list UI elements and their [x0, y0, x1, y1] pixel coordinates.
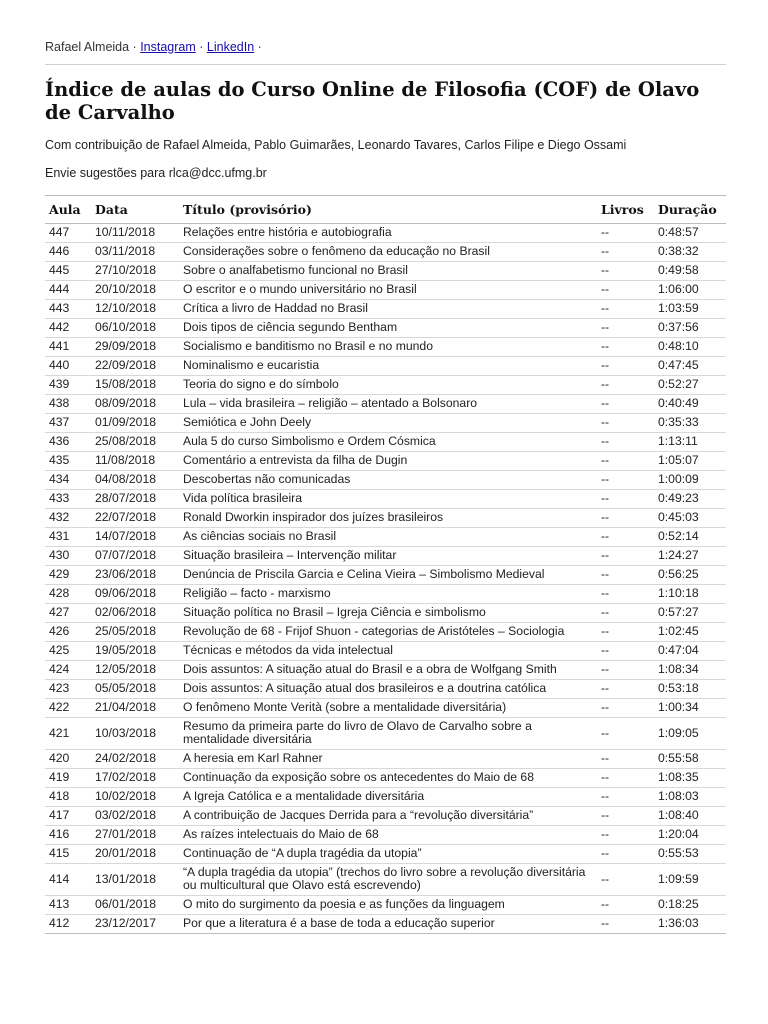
table-row [45, 845, 726, 864]
table-body [45, 224, 726, 934]
lesson-date: 09/06/2018 [91, 585, 179, 604]
lesson-books: -- [597, 414, 654, 433]
lesson-title: Revolução de 68 - Frijof Shuon - categorias de Aristóteles – Sociologia [179, 623, 597, 642]
lesson-number: 444 [45, 281, 91, 300]
lesson-date: 21/04/2018 [91, 699, 179, 718]
table-row [45, 769, 726, 788]
lesson-title: Aula 5 do curso Simbolismo e Ordem Cósmica [179, 433, 597, 452]
lesson-books: -- [597, 395, 654, 414]
table-row [45, 680, 726, 699]
table-row [45, 376, 726, 395]
table-row [45, 642, 726, 661]
lesson-date: 03/02/2018 [91, 807, 179, 826]
lesson-number: 416 [45, 826, 91, 845]
lesson-duration: 0:38:32 [654, 243, 726, 262]
lesson-date: 29/09/2018 [91, 338, 179, 357]
lesson-number: 423 [45, 680, 91, 699]
lesson-duration: 0:18:25 [654, 896, 726, 915]
lesson-books: -- [597, 845, 654, 864]
lesson-date: 15/08/2018 [91, 376, 179, 395]
lesson-date: 25/05/2018 [91, 623, 179, 642]
lesson-number: 434 [45, 471, 91, 490]
lesson-number: 435 [45, 452, 91, 471]
lesson-date: 12/10/2018 [91, 300, 179, 319]
lesson-books: -- [597, 471, 654, 490]
lesson-date: 05/05/2018 [91, 680, 179, 699]
table-row [45, 718, 726, 750]
lesson-title: Socialismo e banditismo no Brasil e no mundo [179, 338, 597, 357]
lesson-title: Religião – facto - marxismo [179, 585, 597, 604]
table-row [45, 864, 726, 896]
lesson-books: -- [597, 642, 654, 661]
lesson-title: Semiótica e John Deely [179, 414, 597, 433]
trailing-separator: · [254, 40, 262, 54]
lesson-date: 06/10/2018 [91, 319, 179, 338]
lesson-books: -- [597, 566, 654, 585]
table-row [45, 566, 726, 585]
lesson-date: 14/07/2018 [91, 528, 179, 547]
lesson-date: 22/07/2018 [91, 509, 179, 528]
lesson-title: As raízes intelectuais do Maio de 68 [179, 826, 597, 845]
lesson-title: Denúncia de Priscila Garcia e Celina Vieira – Simbolismo Medieval [179, 566, 597, 585]
table-row [45, 224, 726, 243]
lesson-title: O mito do surgimento da poesia e as funções da linguagem [179, 896, 597, 915]
column-header-duracao: Duração [658, 202, 717, 217]
lesson-books: -- [597, 490, 654, 509]
lesson-duration: 1:06:00 [654, 281, 726, 300]
linkedin-link[interactable]: LinkedIn [206, 40, 255, 54]
instagram-link[interactable]: Instagram [140, 40, 196, 54]
lesson-books: -- [597, 528, 654, 547]
contributors-text: Com contribuição de Rafael Almeida, Pablo Guimarães, Leonardo Tavares, Carlos Filipe e Diego Ossami [45, 138, 627, 152]
lesson-books: -- [597, 864, 654, 896]
lesson-date: 02/06/2018 [91, 604, 179, 623]
lesson-date: 28/07/2018 [91, 490, 179, 509]
lesson-number: 438 [45, 395, 91, 414]
lesson-books: -- [597, 452, 654, 471]
page-title: Índice de aulas do Curso Online de Filosofia (COF) de Olavo de Carvalho [45, 78, 700, 124]
table-row [45, 699, 726, 718]
lesson-number: 431 [45, 528, 91, 547]
lesson-books: -- [597, 750, 654, 769]
lesson-number: 437 [45, 414, 91, 433]
lesson-duration: 1:09:05 [654, 718, 726, 750]
lesson-duration: 0:45:03 [654, 509, 726, 528]
lesson-title: Situação brasileira – Intervenção militar [179, 547, 597, 566]
lesson-number: 413 [45, 896, 91, 915]
lesson-number: 421 [45, 718, 91, 750]
lesson-duration: 0:48:57 [654, 224, 726, 243]
lesson-date: 19/05/2018 [91, 642, 179, 661]
lesson-number: 420 [45, 750, 91, 769]
lesson-number: 412 [45, 915, 91, 934]
lesson-number: 436 [45, 433, 91, 452]
lesson-number: 414 [45, 864, 91, 896]
table-row [45, 661, 726, 680]
lesson-duration: 1:08:03 [654, 788, 726, 807]
lesson-books: -- [597, 788, 654, 807]
lesson-title: A heresia em Karl Rahner [179, 750, 597, 769]
lesson-date: 27/10/2018 [91, 262, 179, 281]
table-row [45, 414, 726, 433]
lesson-title: O escritor e o mundo universitário no Brasil [179, 281, 597, 300]
lesson-number: 429 [45, 566, 91, 585]
lesson-duration: 1:20:04 [654, 826, 726, 845]
table-row [45, 281, 726, 300]
table-row [45, 433, 726, 452]
lesson-number: 447 [45, 224, 91, 243]
table-row [45, 807, 726, 826]
lesson-duration: 1:10:18 [654, 585, 726, 604]
table-row [45, 896, 726, 915]
column-header-aula: Aula [49, 202, 81, 217]
lesson-title: Dois tipos de ciência segundo Bentham [179, 319, 597, 338]
lesson-duration: 0:55:58 [654, 750, 726, 769]
lesson-books: -- [597, 433, 654, 452]
column-header-titulo: Título (provisório) [183, 202, 312, 217]
lesson-title: Continuação de “A dupla tragédia da utopia” [179, 845, 597, 864]
lesson-duration: 1:02:45 [654, 623, 726, 642]
lesson-title: Técnicas e métodos da vida intelectual [179, 642, 597, 661]
lesson-books: -- [597, 509, 654, 528]
lesson-books: -- [597, 547, 654, 566]
lesson-duration: 1:00:34 [654, 699, 726, 718]
lesson-date: 04/08/2018 [91, 471, 179, 490]
table-row [45, 452, 726, 471]
lesson-duration: 0:49:23 [654, 490, 726, 509]
lesson-books: -- [597, 357, 654, 376]
lesson-books: -- [597, 376, 654, 395]
lesson-number: 439 [45, 376, 91, 395]
lesson-books: -- [597, 243, 654, 262]
lesson-duration: 0:52:27 [654, 376, 726, 395]
lesson-number: 419 [45, 769, 91, 788]
lesson-title: Relações entre história e autobiografia [179, 224, 597, 243]
lesson-duration: 1:08:35 [654, 769, 726, 788]
lesson-date: 24/02/2018 [91, 750, 179, 769]
lesson-number: 441 [45, 338, 91, 357]
lesson-books: -- [597, 300, 654, 319]
lesson-title: Resumo da primeira parte do livro de Olavo de Carvalho sobre a mentalidade diversitária [179, 718, 597, 750]
lesson-date: 20/01/2018 [91, 845, 179, 864]
table-row [45, 357, 726, 376]
lesson-books: -- [597, 319, 654, 338]
suggestions-text: Envie sugestões para rlca@dcc.ufmg.br [45, 166, 267, 180]
lesson-title: Teoria do signo e do símbolo [179, 376, 597, 395]
lesson-duration: 1:36:03 [654, 915, 726, 934]
lesson-books: -- [597, 699, 654, 718]
lesson-books: -- [597, 585, 654, 604]
table-header-row [45, 196, 726, 224]
lesson-number: 442 [45, 319, 91, 338]
lesson-books: -- [597, 718, 654, 750]
lesson-books: -- [597, 896, 654, 915]
lesson-title: Situação política no Brasil – Igreja Ciência e simbolismo [179, 604, 597, 623]
table-row [45, 338, 726, 357]
lesson-title: Dois assuntos: A situação atual dos brasileiros e a doutrina católica [179, 680, 597, 699]
lesson-title: A contribuição de Jacques Derrida para a “revolução diversitária” [179, 807, 597, 826]
lesson-date: 17/02/2018 [91, 769, 179, 788]
lesson-date: 23/12/2017 [91, 915, 179, 934]
lesson-title: A Igreja Católica e a mentalidade diversitária [179, 788, 597, 807]
lesson-number: 427 [45, 604, 91, 623]
lesson-date: 11/08/2018 [91, 452, 179, 471]
table-row [45, 509, 726, 528]
lesson-title: Sobre o analfabetismo funcional no Brasil [179, 262, 597, 281]
lesson-title: Descobertas não comunicadas [179, 471, 597, 490]
table-row [45, 604, 726, 623]
lesson-title: Continuação da exposição sobre os antecedentes do Maio de 68 [179, 769, 597, 788]
lesson-duration: 1:05:07 [654, 452, 726, 471]
lesson-books: -- [597, 262, 654, 281]
table-row [45, 243, 726, 262]
lesson-number: 446 [45, 243, 91, 262]
lesson-title: Por que a literatura é a base de toda a educação superior [179, 915, 597, 934]
table-row [45, 490, 726, 509]
lesson-number: 418 [45, 788, 91, 807]
lesson-duration: 0:35:33 [654, 414, 726, 433]
lesson-duration: 1:13:11 [654, 433, 726, 452]
lesson-number: 426 [45, 623, 91, 642]
table-row [45, 750, 726, 769]
lesson-title: Comentário a entrevista da filha de Dugin [179, 452, 597, 471]
lesson-title: Dois assuntos: A situação atual do Brasil e a obra de Wolfgang Smith [179, 661, 597, 680]
table-row [45, 826, 726, 845]
lesson-duration: 0:57:27 [654, 604, 726, 623]
lesson-number: 417 [45, 807, 91, 826]
lesson-title: As ciências sociais no Brasil [179, 528, 597, 547]
lesson-date: 13/01/2018 [91, 864, 179, 896]
lesson-duration: 0:37:56 [654, 319, 726, 338]
lesson-date: 03/11/2018 [91, 243, 179, 262]
lesson-duration: 0:56:25 [654, 566, 726, 585]
lesson-number: 425 [45, 642, 91, 661]
table-row [45, 395, 726, 414]
lesson-books: -- [597, 623, 654, 642]
lesson-books: -- [597, 807, 654, 826]
lesson-duration: 0:53:18 [654, 680, 726, 699]
lesson-date: 06/01/2018 [91, 896, 179, 915]
lesson-date: 01/09/2018 [91, 414, 179, 433]
lesson-duration: 1:03:59 [654, 300, 726, 319]
lesson-number: 440 [45, 357, 91, 376]
lesson-number: 445 [45, 262, 91, 281]
lesson-duration: 0:47:45 [654, 357, 726, 376]
lesson-date: 27/01/2018 [91, 826, 179, 845]
lesson-duration: 0:49:58 [654, 262, 726, 281]
lesson-books: -- [597, 915, 654, 934]
table-row [45, 623, 726, 642]
lesson-number: 443 [45, 300, 91, 319]
lesson-books: -- [597, 281, 654, 300]
table-row [45, 528, 726, 547]
lesson-duration: 1:00:09 [654, 471, 726, 490]
lesson-number: 430 [45, 547, 91, 566]
lesson-duration: 0:52:14 [654, 528, 726, 547]
lesson-books: -- [597, 680, 654, 699]
lesson-number: 428 [45, 585, 91, 604]
author-name: Rafael Almeida [45, 40, 130, 54]
lesson-date: 12/05/2018 [91, 661, 179, 680]
lesson-title: Vida política brasileira [179, 490, 597, 509]
separator: · [129, 40, 141, 54]
lesson-duration: 0:55:53 [654, 845, 726, 864]
lesson-title: Considerações sobre o fenômeno da educação no Brasil [179, 243, 597, 262]
lesson-date: 10/11/2018 [91, 224, 179, 243]
lesson-date: 20/10/2018 [91, 281, 179, 300]
column-header-livros: Livros [601, 202, 644, 217]
table-row [45, 319, 726, 338]
lesson-duration: 0:47:04 [654, 642, 726, 661]
lesson-duration: 1:08:34 [654, 661, 726, 680]
lesson-title: “A dupla tragédia da utopia” (trechos do livro sobre a revolução diversitária ou multicultural que Olavo está escrevendo) [179, 864, 597, 896]
lesson-date: 10/02/2018 [91, 788, 179, 807]
lesson-date: 23/06/2018 [91, 566, 179, 585]
lesson-date: 08/09/2018 [91, 395, 179, 414]
lesson-title: Crítica a livro de Haddad no Brasil [179, 300, 597, 319]
lesson-title: Lula – vida brasileira – religião – atentado a Bolsonaro [179, 395, 597, 414]
lesson-duration: 0:48:10 [654, 338, 726, 357]
lesson-books: -- [597, 604, 654, 623]
lesson-number: 415 [45, 845, 91, 864]
lesson-date: 10/03/2018 [91, 718, 179, 750]
table-row [45, 915, 726, 934]
lesson-duration: 1:09:59 [654, 864, 726, 896]
lesson-books: -- [597, 338, 654, 357]
lesson-books: -- [597, 826, 654, 845]
lesson-duration: 1:08:40 [654, 807, 726, 826]
table-row [45, 471, 726, 490]
author-bar [45, 0, 726, 65]
lesson-books: -- [597, 769, 654, 788]
lesson-title: O fenômeno Monte Verità (sobre a mentalidade diversitária) [179, 699, 597, 718]
lesson-date: 25/08/2018 [91, 433, 179, 452]
lesson-number: 433 [45, 490, 91, 509]
lesson-date: 07/07/2018 [91, 547, 179, 566]
lesson-duration: 1:24:27 [654, 547, 726, 566]
lesson-date: 22/09/2018 [91, 357, 179, 376]
table-row [45, 547, 726, 566]
lessons-table [45, 195, 726, 934]
lesson-number: 432 [45, 509, 91, 528]
table-row [45, 300, 726, 319]
column-header-data: Data [95, 202, 128, 217]
separator: · [195, 40, 207, 54]
table-row [45, 262, 726, 281]
lesson-number: 422 [45, 699, 91, 718]
lesson-number: 424 [45, 661, 91, 680]
lesson-duration: 0:40:49 [654, 395, 726, 414]
lesson-title: Ronald Dworkin inspirador dos juízes brasileiros [179, 509, 597, 528]
lesson-books: -- [597, 224, 654, 243]
lesson-title: Nominalismo e eucaristia [179, 357, 597, 376]
lesson-books: -- [597, 661, 654, 680]
table-row [45, 788, 726, 807]
table-row [45, 585, 726, 604]
